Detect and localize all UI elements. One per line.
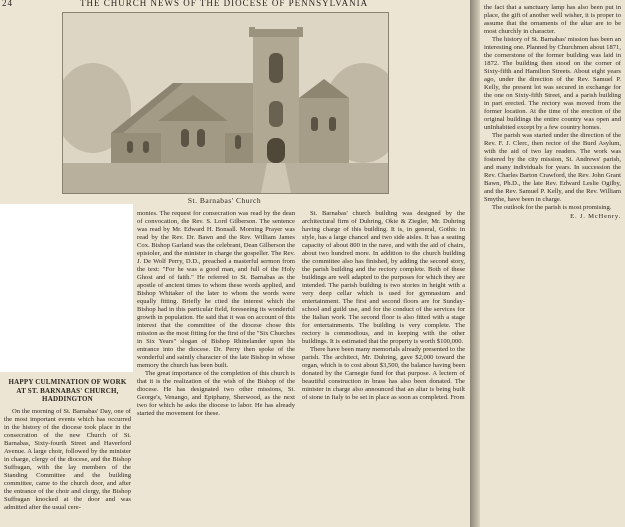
article-paragraph: St. Barnabas' church building was designed by the architectural firm of Duhring, Okie & Ziegler, Mr. Duhring having charge of this building. It is, in general, Gothic in style, has a large chancel and two side aisles. It has a seating capacity of about 800 in the nave, and with the aid of chairs, about two hundred more. In addition to the church building the committee also has finished, by adding the second story, the parish building and the rectory complete. Both of these buildings are well adapted to the purposes for which they are intended. The parish building is two stories in height with a very deep cellar which is used for gymnasium and entertainment. The first and second floors are for Sunday-school and guild use, and for the conduct of the services for the Italian work. The second floor is also fitted with a stage for entertainments. The building is very complete. The rectory is commodious, and in keeping with the other buildings. It is estimated that the property is worth $100,000. — [302, 210, 465, 345]
article-paragraph: The parish was started under the direction of the Rev. F. J. Clerc, then rector of the Burd Asylum, with the aid of two lay readers. The work was fostered by the city mission, St. Andrews' parish, and many individuals for years. In succession the Rev. Charles Barton Crawford, the Rev. John Grant Bawn, Ph.D., the late Rev. Edward Leslie Ogilby, and the Rev. Samuel P. Kelly, and the Rev. William Smythe, have been in charge. — [484, 132, 621, 203]
running-title: THE CHURCH NEWS OF THE DIOCESE OF PENNSYLVANIA — [80, 0, 369, 8]
article-paragraph: The history of St. Barnabas' mission has been an interesting one. Planned by Churchmen about 1871, the cornerstone of the former building was laid in 1872. The building then stood on the corner of Sixty-fifth and Hamilton Streets. About eight years ago, under the direction of the Rev. Samuel P. Kelly, the present lot was secured in exchange for the one on Sixty-fifth Street, and a parish building in part erected. The rectory was moved from the former location. At the time of the erection of the original buildings the entire country was open and unInhabited except by a few country homes. — [484, 36, 621, 131]
photo-caption: St. Barnabas' Church — [187, 196, 262, 205]
article-paragraph: On the morning of St. Barnabas' Day, one of the most important events which has occurred in the history of the diocese took place in the consecration of the new Church of St. Barnabas, Sixty-fourth Street and Haverford Avenue. A large choir, followed by the minister in charge, clergy of the diocese, and the Bishop Suffragan, with the lay members of the Standing Committee and the building committee, came to the church door, and after the entrance of the choir and clergy, the Bishop Suffragan knocked at the door and was admitted after the usual cere- — [4, 407, 131, 511]
article-paragraph: The great importance of the completion of this church is that it is the realization of the wish of the Bishop of the diocese. He has designated two other missions, St. George's, Venango, and Epiphany, Sherwood, as the next two for which he asks the diocese to labor. He has already started the movement for these. — [137, 370, 295, 417]
article-paragraph: monies. The request for consecration was read by the dean of convocation, the Rev. S. Lord Gilberson. The sentence was read by Mr. Edward H. Bonsall. Morning Prayer was read by the Rev. Dr. Bawn and the Rev. William James Cox. Bishop Garland was the celebrant, Dean Gilberson the epistoler, and the minister in charge the gospeller. The Rev. J. De Wolf Perry, D.D., preached a masterful sermon from the text: "For he was a good man, and full of the Holy Ghost and of faith." He referred to St. Barnabas as the apostle of ancient times to whom these words applied, and Bishop Whitaker of the later to whom the words were equally fitting. Briefly he cited the interest which the Bishop had in this particular field, foreseeing its wonderful growth in population. He said that it was on account of this interest that the committee of the diocese chose this mission as the most fitting for the first of the "Six Churches in Six Years" slogan of Bishop Rhinelander upon his entrance into the diocese. Dr. Perry then spoke of the wonderful and saintly character of the late Bishop in whose memory the church has been built. — [137, 210, 295, 369]
article-paragraph: the fact that a sanctuary lamp has also been put in place, the gift of another well wisher, it is proper to assume that the ornaments of the altar are to be most churchly in character. — [484, 4, 621, 35]
right-page — [480, 0, 625, 527]
article-headline: HAPPY CULMINATION OF WORK AT ST. BARNABAS' CHURCH, HADDINGTON — [8, 378, 127, 403]
book-gutter — [470, 0, 480, 527]
church-photo — [62, 12, 389, 194]
running-head — [0, 0, 470, 8]
article-paragraph: The outlook for the parish is most promising. — [492, 204, 612, 211]
page-number: 24 — [2, 0, 13, 8]
church-illustration — [63, 13, 388, 193]
article-paragraph: There have been many memorials already presented to the parish. The architect, Mr. Duhring, gave $2,000 toward the organ, which is to cost about $3,500, the balance having been donated by the Carnegie fund for that purpose. A lectern of beautiful construction in brass has also been donated. The minister in charge also announced that an altar is being built of stone in Italy to be set in place as soon as completed. From — [302, 346, 465, 401]
article-column-4 — [484, 4, 621, 304]
article-column-1 — [4, 378, 131, 527]
article-column-2 — [137, 210, 295, 527]
author-signature: E. J. McHenry. — [570, 213, 621, 220]
article-column-3 — [302, 210, 465, 527]
blank-area — [0, 204, 133, 372]
